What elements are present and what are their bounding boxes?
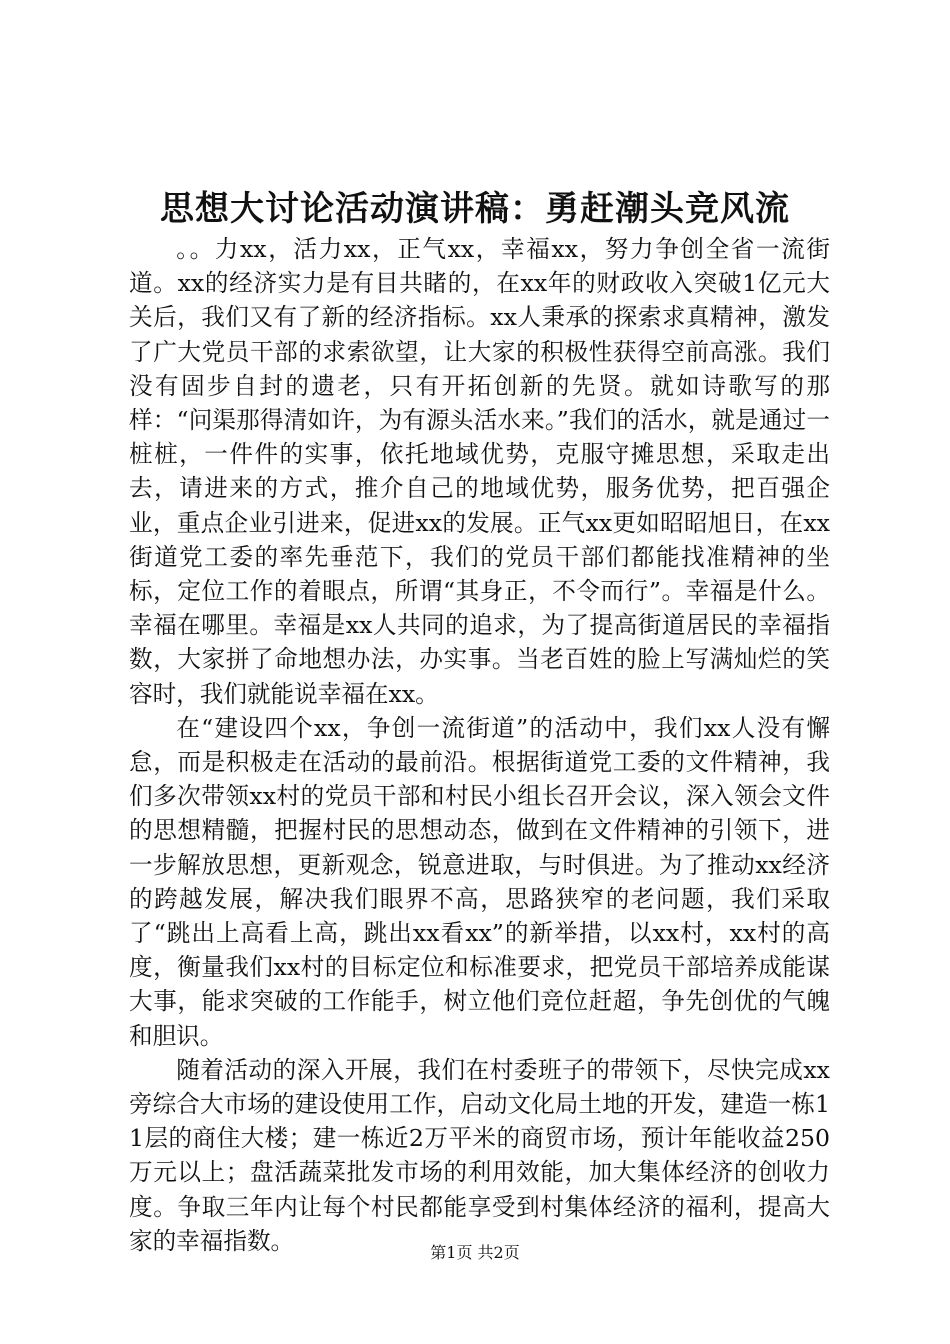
page-title: 思想大讨论活动演讲稿：勇赶潮头竞风流 bbox=[160, 189, 790, 229]
page-footer: 第1页 共2页 bbox=[430, 1243, 520, 1262]
paragraph-1: 。。力xx，活力xx，正气xx，幸福xx，努力争创全省一流街道。xx的经济实力是有目共睹的，在xx年的财政收入突破1亿元大关后，我们又有了新的经济指标。xx人秉承的探索求真精神，激发了广大党员干部的求索欲望，让大家的积极性获得空前高涨。我们没有固步自封的遗老，只有开拓创新的先贤。就如诗歌写的那样：“问渠那得清如许，为有源头活水来。”我们的活水，就是通过一桩桩，一件件的实事，依托地域优势，克服守摊思想，采取走出去，请进来的方式，推介自己的地域优势，服务优势，把百强企业，重点企业引进来，促进xx的发展。正气xx更如昭昭旭日，在xx街道党工委的率先垂范下，我们的党员干部们都能找准精神的坐标，定位工作的着眼点，所谓“其身正，不令而行”。幸福是什么。幸福在哪里。幸福是xx人共同的追求，为了提高街道居民的幸福指数，大家拼了命地想办法，办实事。当老百姓的脸上写满灿烂的笑容时，我们就能说幸福在xx。 bbox=[129, 235, 830, 708]
document-body bbox=[129, 232, 830, 1258]
paragraph-2: 在“建设四个xx，争创一流街道”的活动中，我们xx人没有懈怠，而是积极走在活动的最前沿。根据街道党工委的文件精神，我们多次带领xx村的党员干部和村民小组长召开会议，深入领会文件的思想精髓，把握村民的思想动态，做到在文件精神的引领下，进一步解放思想，更新观念，锐意进取，与时俱进。为了推动xx经济的跨越发展，解决我们眼界不高，思路狭窄的老问题，我们采取了“跳出上高看上高，跳出xx看xx”的新举措，以xx村，xx村的高度，衡量我们xx村的目标定位和标准要求，把党员干部培养成能谋大事，能求突破的工作能手，树立他们竞位赶超，争先创优的气魄和胆识。 bbox=[129, 713, 830, 1050]
paragraph-3: 随着活动的深入开展，我们在村委班子的带领下，尽快完成xx旁综合大市场的建设使用工作，启动文化局土地的开发，建造一栋11层的商住大楼；建一栋近2万平米的商贸市场，预计年能收益250万元以上；盘活蔬菜批发市场的利用效能，加大集体经济的创收力度。争取三年内让每个村民都能享受到村集体经济的福利，提高大家的幸福指数。 bbox=[129, 1055, 830, 1255]
